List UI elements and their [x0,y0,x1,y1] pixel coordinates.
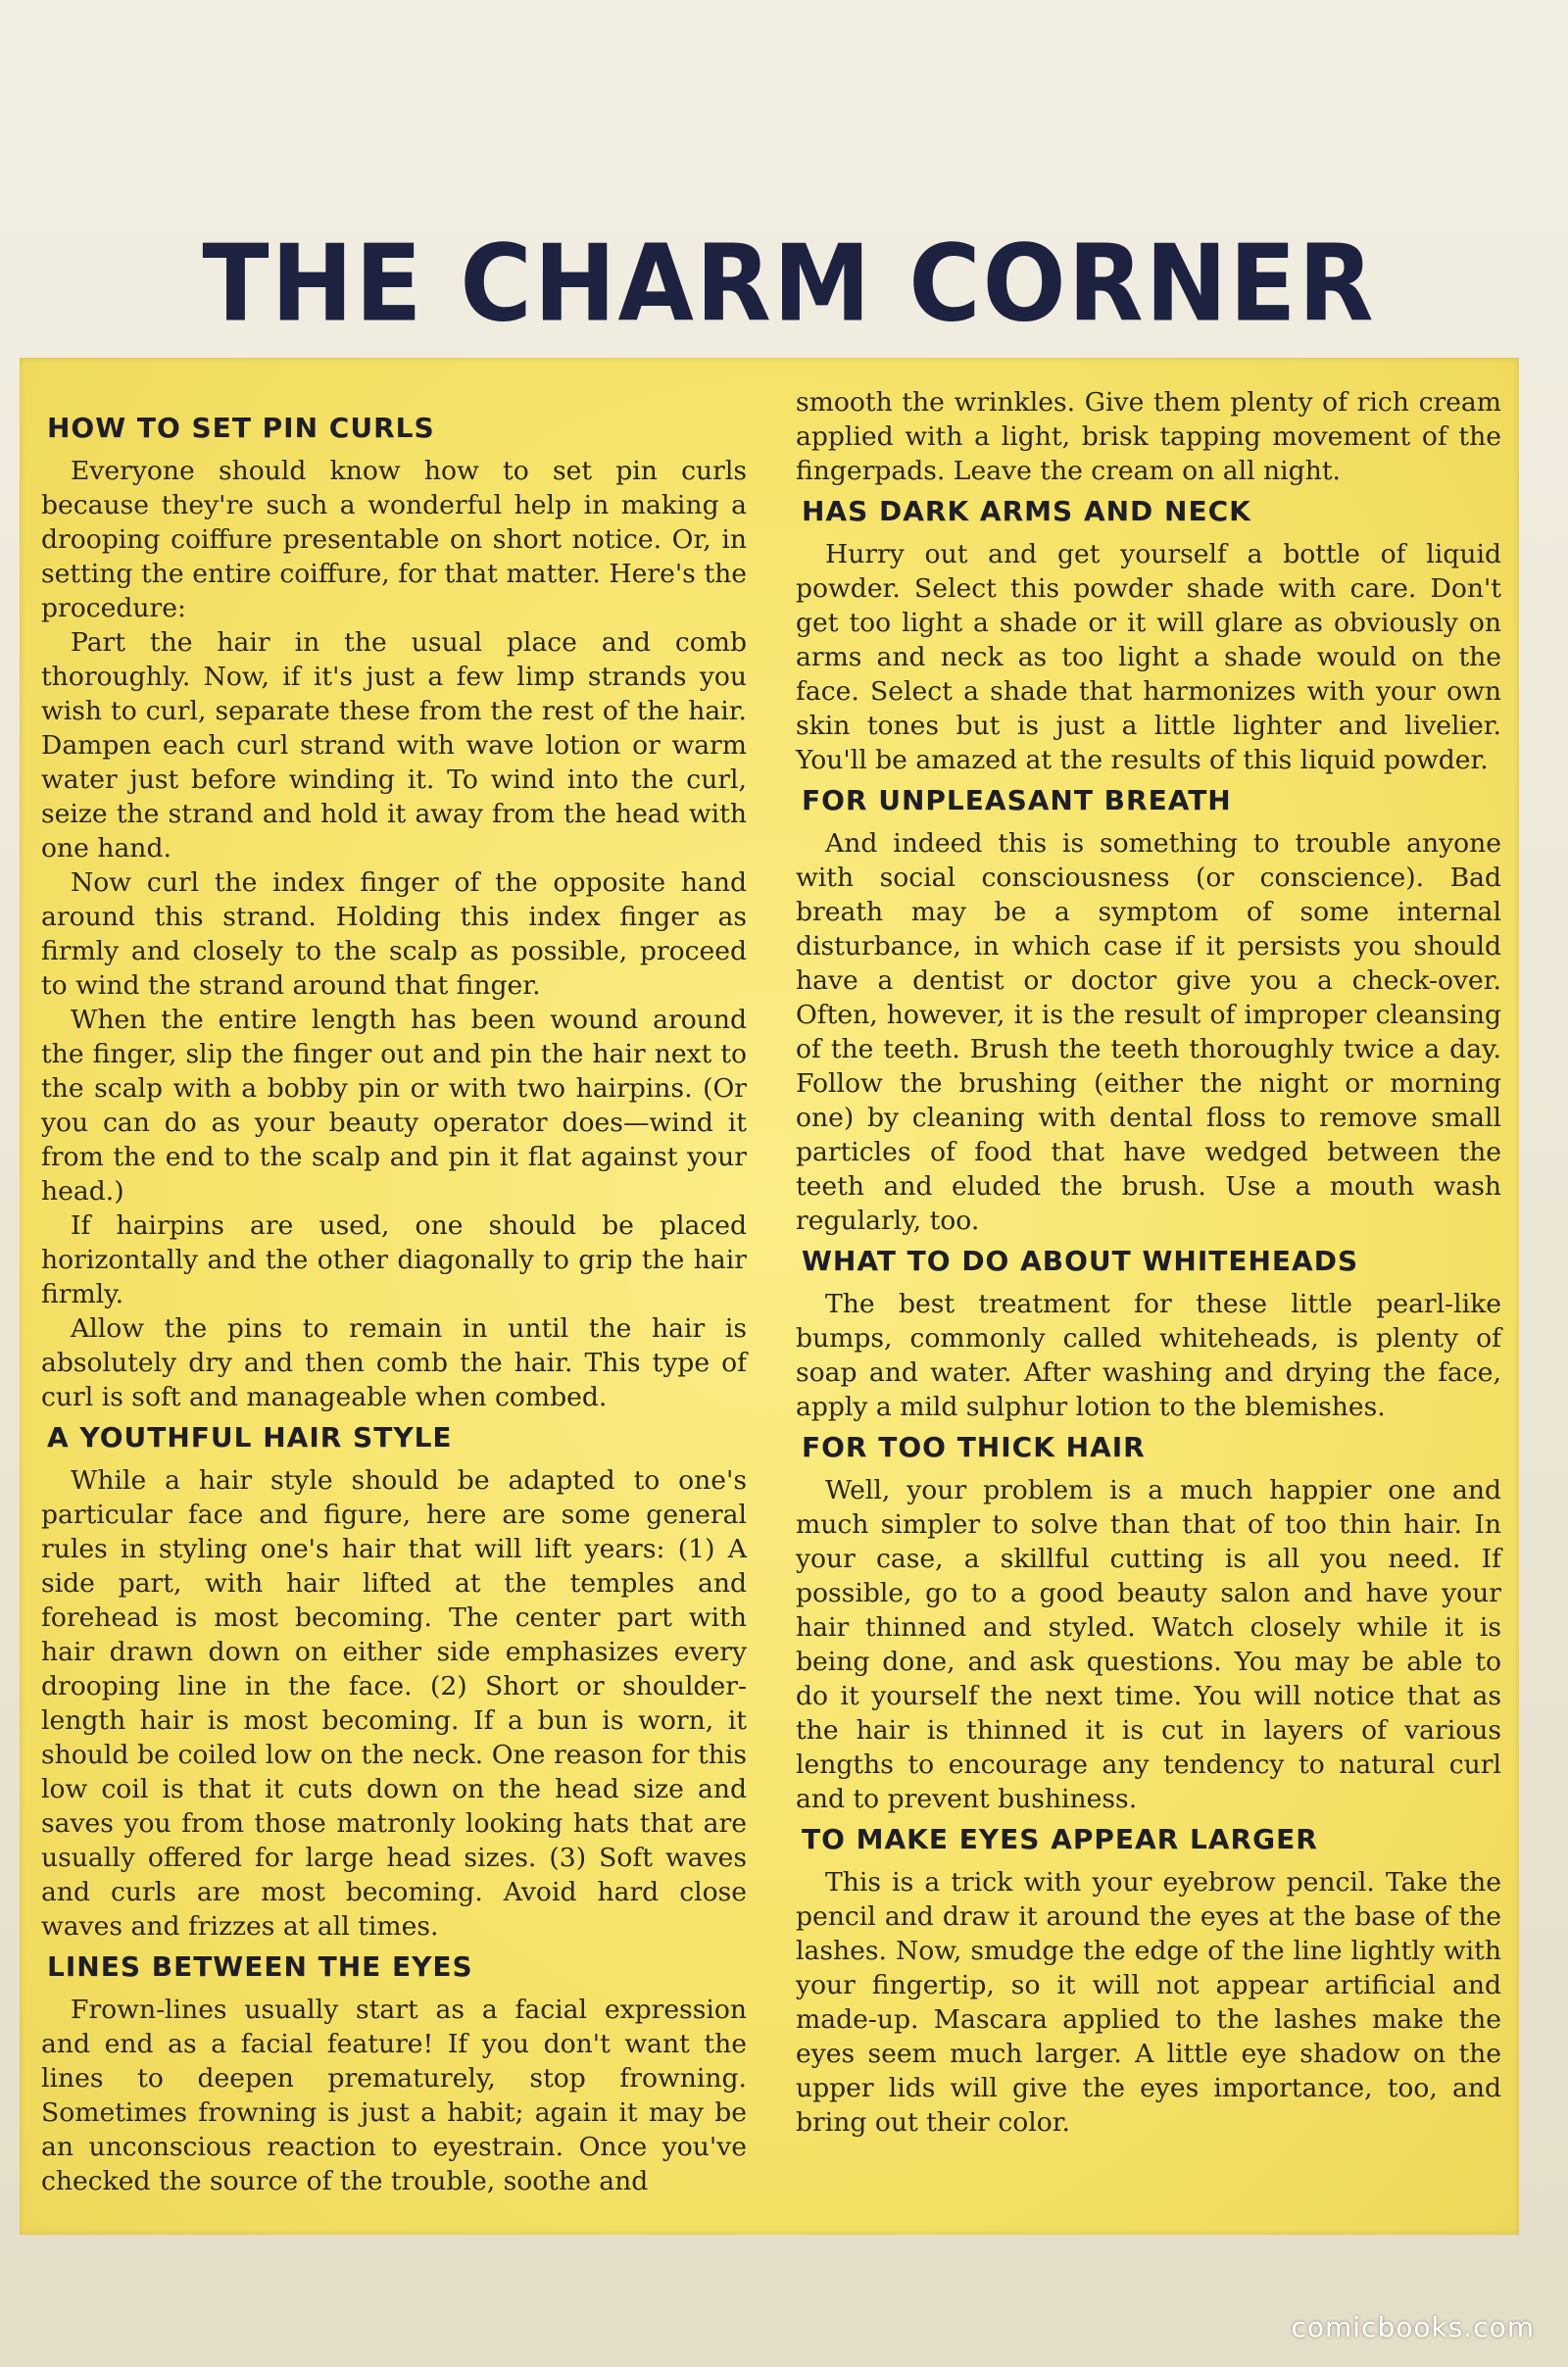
page-title: THE CHARM CORNER [202,222,1376,346]
paragraph-has-dark-arms-and-neck: Hurry out and get yourself a bottle of liquid powder. Select this powder shade with care. Don't get too light a shade or it will glare as obviously on arms and neck as too light a shade would on the face. Select a shade that harmonizes with your own skin tones but is just a little lighter and livelier. You'll be amazed at the results of this liquid powder. [796,539,1501,775]
heading-has-dark-arms-and-neck: HAS DARK ARMS AND NECK [802,495,1251,527]
site-credit: comicbooks.com [1291,2311,1535,2343]
paragraph-how-to-set-pin-curls: If hairpins are used, one should be placed horizontally and the other diagonally to grip the hair firmly. [41,1210,747,1309]
paragraph-how-to-set-pin-curls: Now curl the index finger of the opposite hand around this strand. Holding this index finger as firmly and closely to the scalp as possible, proceed to wind the strand around that finger. [41,867,747,1001]
right-column [796,385,1501,2140]
paragraph-how-to-set-pin-curls: When the entire length has been wound around the finger, slip the finger out and pin the hair next to the scalp with a bobby pin or with two hairpins. (Or you can do as your beauty operator does—wind it from the end to the scalp and pin it flat against your head.) [41,1005,747,1207]
heading-a-youthful-hair-style: A YOUTHFUL HAIR STYLE [47,1421,453,1454]
paragraph-continued: smooth the wrinkles. Give them plenty of rich cream applied with a light, brisk tapping movement of the fingerpads. Leave the cream on all night. [796,387,1501,486]
paragraph-lines-between-the-eyes: Frown-lines usually start as a facial expression and end as a facial feature! If you don't want the lines to deepen prematurely, stop frowning. Sometimes frowning is just a habit; again it may be an unconscious reaction to eyestrain. Once you've checked the source of the trouble, soothe and [41,1995,747,2196]
paragraph-for-too-thick-hair: Well, your problem is a much happier one and much simpler to solve than that of too thin hair. In your case, a skillful cutting is all you need. If possible, go to a good beauty salon and have your hair thinned and styled. Watch closely while it is being done, and ask questions. You may be able to do it yourself the next time. You will notice that as the hair is thinned it is cut in layers of various lengths to encourage any tendency to natural curl and to prevent bushiness. [796,1475,1501,1814]
heading-what-to-do-about-whiteheads: WHAT TO DO ABOUT WHITEHEADS [802,1245,1359,1277]
paragraph-how-to-set-pin-curls: Part the hair in the usual place and comb thoroughly. Now, if it's just a few limp strands you wish to curl, separate these from the rest of the hair. Dampen each curl strand with wave lotion or warm water just before winding it. To wind into the curl, seize the strand and hold it away from the head with one hand. [41,627,747,863]
heading-lines-between-the-eyes: LINES BETWEEN THE EYES [47,1950,473,1983]
paragraph-to-make-eyes-appear-larger: This is a trick with your eyebrow pencil. Take the pencil and draw it around the eyes at the base of the lashes. Now, smudge the edge of the line lightly with your fingertip, so it will not appear artificial and made-up. Mascara applied to the lashes make the eyes seem much larger. A little eye shadow on the upper lids will give the eyes importance, too, and bring out their color. [796,1867,1501,2138]
paragraph-for-unpleasant-breath: And indeed this is something to trouble anyone with social consciousness (or conscience). Bad breath may be a symptom of some internal disturbance, in which case if it persists you should have a dentist or doctor give you a check-over. Often, however, it is the result of improper cleansing of the teeth. Brush the teeth thoroughly twice a day. Follow the brushing (either the night or morning one) by cleaning with dental floss to remove small particles of food that have wedged between the teeth and eluded the brush. Use a mouth wash regularly, too. [796,828,1501,1236]
article-panel [20,358,1519,2235]
heading-for-too-thick-hair: FOR TOO THICK HAIR [802,1431,1146,1463]
heading-how-to-set-pin-curls: HOW TO SET PIN CURLS [47,412,435,444]
paragraph-how-to-set-pin-curls: Everyone should know how to set pin curls because they're such a wonderful help in making a drooping coiffure presentable on short notice. Or, in setting the entire coiffure, for that matter. Here's the procedure: [41,456,747,623]
left-column [41,405,747,2198]
heading-to-make-eyes-appear-larger: TO MAKE EYES APPEAR LARGER [802,1823,1318,1855]
paragraph-how-to-set-pin-curls: Allow the pins to remain in until the hair is absolutely dry and then comb the hair. This type of curl is soft and manageable when combed. [41,1313,747,1412]
paragraph-a-youthful-hair-style: While a hair style should be adapted to one's particular face and figure, here are some general rules in styling one's hair that will lift years: (1) A side part, with hair lifted at the temples and forehead is most becoming. The center part with hair drawn down on either side emphasizes every drooping line in the face. (2) Short or shoulder-length hair is most becoming. If a bun is worn, it should be coiled low on the neck. One reason for this low coil is that it cuts down on the head size and saves you from those matronly looking hats that are usually offered for large head sizes. (3) Soft waves and curls are most becoming. Avoid hard close waves and frizzes at all times. [41,1465,747,1942]
heading-for-unpleasant-breath: FOR UNPLEASANT BREATH [802,784,1232,816]
paragraph-what-to-do-about-whiteheads: The best treatment for these little pearl-like bumps, commonly called whiteheads, is plenty of soap and water. After washing and drying the face, apply a mild sulphur lotion to the blemishes. [796,1289,1501,1422]
